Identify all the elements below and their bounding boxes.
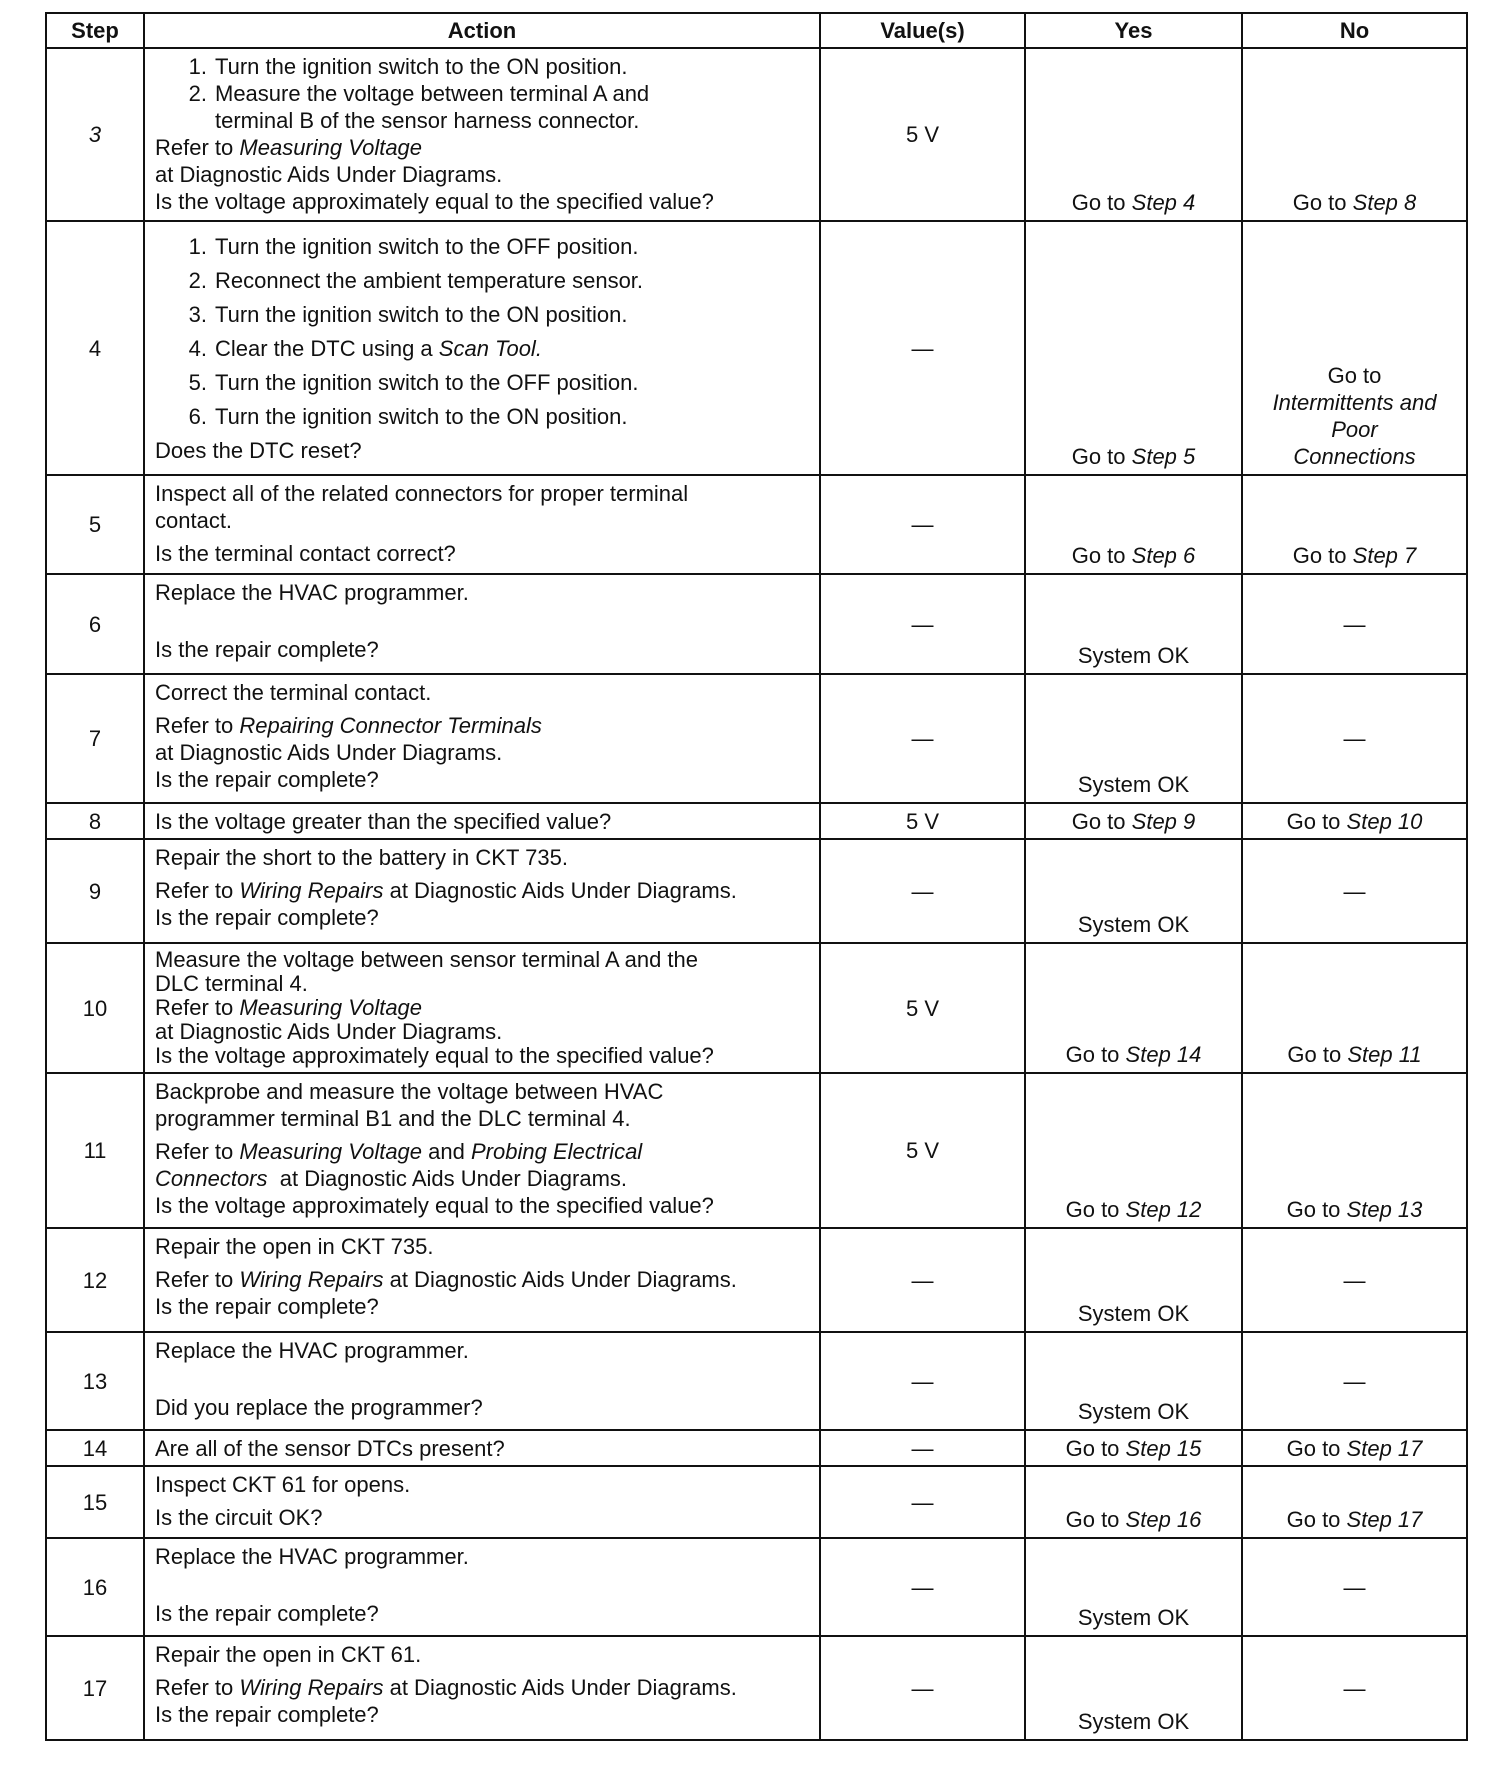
refer-prefix: Refer to <box>155 713 234 738</box>
yes-cell: System OK <box>1025 839 1242 943</box>
refer-and: and <box>428 1139 465 1164</box>
action-text: Repair the short to the battery in CKT 735. <box>155 845 568 870</box>
yes-cell <box>1025 1073 1242 1228</box>
action-text: programmer terminal B1 and the DLC terminal 4. <box>155 1106 631 1131</box>
action-text: Repair the open in CKT 61. <box>155 1642 422 1667</box>
step-number: 17 <box>46 1636 144 1740</box>
yes-cell: System OK <box>1025 674 1242 803</box>
go-to-label: Go to <box>1071 543 1126 568</box>
refer-link: Probing Electrical <box>471 1139 643 1164</box>
action-cell <box>144 475 820 574</box>
action-item-italic: Scan Tool. <box>438 336 542 361</box>
refer-prefix: Refer to <box>155 995 234 1020</box>
diagnostic-table <box>45 12 1468 1741</box>
go-to-label: Go to <box>1065 1435 1120 1461</box>
yes-cell <box>1025 48 1242 221</box>
table-row <box>46 1332 1467 1430</box>
yes-cell <box>1025 221 1242 475</box>
yes-cell: System OK <box>1025 1228 1242 1332</box>
yes-cell <box>1025 475 1242 574</box>
header-action: Action <box>144 13 820 48</box>
action-text: Inspect CKT 61 for opens. <box>155 1472 411 1497</box>
go-to-label: Go to <box>1286 1507 1341 1532</box>
action-item: Turn the ignition switch to the ON position. <box>215 404 628 429</box>
step-number: 4 <box>46 221 144 475</box>
refer-suffix: at Diagnostic Aids Under Diagrams. <box>389 878 737 903</box>
yes-step: Step 4 <box>1131 190 1196 215</box>
header-step: Step <box>46 13 144 48</box>
no-line: Connections <box>1293 444 1416 469</box>
step-number: 8 <box>46 803 144 839</box>
action-text: Correct the terminal contact. <box>155 680 432 705</box>
action-item: Reconnect the ambient temperature sensor. <box>215 268 644 293</box>
action-cell <box>144 1430 820 1466</box>
table-row <box>46 803 1467 839</box>
action-text: Replace the HVAC programmer. <box>155 1544 469 1569</box>
yes-cell: System OK <box>1025 1332 1242 1430</box>
action-text: DLC terminal 4. <box>155 971 308 996</box>
step-number: 11 <box>46 1073 144 1228</box>
no-cell <box>1242 1466 1467 1538</box>
step-number: 13 <box>46 1332 144 1430</box>
table-row <box>46 1636 1467 1740</box>
step-number: 12 <box>46 1228 144 1332</box>
no-step: Step 10 <box>1346 808 1423 834</box>
table-row <box>46 1228 1467 1332</box>
action-item: Turn the ignition switch to the ON position. <box>215 302 628 327</box>
table-row <box>46 839 1467 943</box>
table-row <box>46 574 1467 674</box>
table-row <box>46 1430 1467 1466</box>
go-to-label: Go to <box>1065 1197 1120 1222</box>
no-step: Step 13 <box>1346 1197 1423 1222</box>
refer-link: Measuring Voltage <box>239 135 423 160</box>
refer-prefix: Refer to <box>155 1267 234 1292</box>
action-text: contact. <box>155 508 233 533</box>
yes-cell: System OK <box>1025 574 1242 674</box>
go-to-label: Go to <box>1286 1435 1341 1461</box>
no-cell: — <box>1242 839 1467 943</box>
table-row <box>46 1073 1467 1228</box>
no-step: Step 17 <box>1346 1507 1423 1532</box>
question: Is the repair complete? <box>155 1294 379 1319</box>
refer-suffix: at Diagnostic Aids Under Diagrams. <box>389 1675 737 1700</box>
action-cell <box>144 1228 820 1332</box>
refer-suffix: at Diagnostic Aids Under Diagrams. <box>155 740 503 765</box>
step-number: 3 <box>46 48 144 221</box>
action-cell <box>144 1636 820 1740</box>
no-step: Step 17 <box>1346 1435 1423 1461</box>
no-cell <box>1242 1073 1467 1228</box>
action-text: Repair the open in CKT 735. <box>155 1234 434 1259</box>
no-cell: — <box>1242 674 1467 803</box>
no-step: Step 11 <box>1347 1042 1422 1067</box>
yes-step: Step 9 <box>1131 808 1196 834</box>
table-row <box>46 475 1467 574</box>
step-number: 16 <box>46 1538 144 1636</box>
step-number: 9 <box>46 839 144 943</box>
step-number: 14 <box>46 1430 144 1466</box>
value-cell: 5 V <box>820 943 1025 1073</box>
question: Is the voltage approximately equal to the specified value? <box>155 1193 714 1218</box>
question: Does the DTC reset? <box>155 438 362 463</box>
table-row <box>46 1538 1467 1636</box>
action-item: Clear the DTC using a <box>215 336 433 361</box>
refer-suffix: at Diagnostic Aids Under Diagrams. <box>389 1267 737 1292</box>
no-cell: — <box>1242 574 1467 674</box>
yes-cell: System OK <box>1025 1538 1242 1636</box>
header-yes: Yes <box>1025 13 1242 48</box>
action-cell <box>144 674 820 803</box>
question: Is the repair complete? <box>155 1601 379 1626</box>
no-cell <box>1242 803 1467 839</box>
question: Is the repair complete? <box>155 767 379 792</box>
action-cell <box>144 1073 820 1228</box>
action-cell <box>144 839 820 943</box>
value-cell: — <box>820 1430 1025 1466</box>
table-row <box>46 943 1467 1073</box>
question: Is the terminal contact correct? <box>155 541 456 566</box>
yes-step: Step 15 <box>1125 1435 1202 1461</box>
go-to-label: Go to <box>1292 543 1347 568</box>
refer-prefix: Refer to <box>155 878 234 903</box>
step-number: 15 <box>46 1466 144 1538</box>
question: Is the voltage approximately equal to the specified value? <box>155 1043 714 1068</box>
question: Is the circuit OK? <box>155 1505 323 1530</box>
value-cell: 5 V <box>820 1073 1025 1228</box>
action-cell: 1. Turn the ignition switch to the OFF position. 2. Reconnect the ambient temperature sensor. 3. Turn the ignition switch to the ON position. 4. Clear the DTC using a Scan Tool. 5. Turn the ignition switch to the OFF position. 6. Turn the ignition switch to the ON position. Does the DTC reset? <box>144 221 820 475</box>
question: Are all of the sensor DTCs present? <box>155 1435 505 1461</box>
yes-step: Step 12 <box>1125 1197 1202 1222</box>
value-cell: — <box>820 1466 1025 1538</box>
yes-cell: System OK <box>1025 1636 1242 1740</box>
value-cell: — <box>820 1228 1025 1332</box>
refer-prefix: Refer to <box>155 1675 234 1700</box>
go-to-label: Go to <box>1065 1507 1120 1532</box>
no-cell <box>1242 1430 1467 1466</box>
refer-suffix: at Diagnostic Aids Under Diagrams. <box>155 162 503 187</box>
question: Is the repair complete? <box>155 637 379 662</box>
header-no: No <box>1242 13 1467 48</box>
table-row <box>46 1466 1467 1538</box>
value-cell: — <box>820 1636 1025 1740</box>
yes-cell <box>1025 803 1242 839</box>
yes-cell <box>1025 943 1242 1073</box>
refer-link: Measuring Voltage <box>239 1139 423 1164</box>
no-line: Poor <box>1331 417 1378 442</box>
no-step: Step 7 <box>1352 543 1417 568</box>
yes-step: Step 14 <box>1125 1042 1202 1067</box>
value-cell: — <box>820 1538 1025 1636</box>
action-cell <box>144 803 820 839</box>
yes-step: Step 5 <box>1131 444 1196 469</box>
question: Is the repair complete? <box>155 905 379 930</box>
refer-link: Connectors <box>155 1166 268 1191</box>
no-cell <box>1242 943 1467 1073</box>
action-cell <box>144 1538 820 1636</box>
refer-prefix: Refer to <box>155 1139 234 1164</box>
no-line: Intermittents and <box>1272 390 1437 415</box>
header-row <box>46 13 1467 48</box>
no-cell <box>1242 48 1467 221</box>
no-line: Go to <box>1327 363 1382 388</box>
yes-step: Step 6 <box>1131 543 1196 568</box>
refer-link: Wiring Repairs <box>239 1267 384 1292</box>
refer-suffix: at Diagnostic Aids Under Diagrams. <box>279 1166 628 1191</box>
question: Is the repair complete? <box>155 1702 379 1727</box>
question: Is the voltage approximately equal to the specified value? <box>155 189 714 214</box>
header-values: Value(s) <box>820 13 1025 48</box>
action-cell <box>144 574 820 674</box>
value-cell: 5 V <box>820 48 1025 221</box>
step-number: 6 <box>46 574 144 674</box>
refer-prefix: Refer to <box>155 135 234 160</box>
refer-link: Measuring Voltage <box>239 995 423 1020</box>
refer-link: Repairing Connector Terminals <box>239 713 542 738</box>
table-row <box>46 674 1467 803</box>
table-row <box>46 48 1467 221</box>
action-item: Turn the ignition switch to the ON position. <box>215 54 628 79</box>
step-number: 7 <box>46 674 144 803</box>
no-step: Step 8 <box>1352 190 1417 215</box>
go-to-label: Go to <box>1071 444 1126 469</box>
go-to-label: Go to <box>1286 1197 1341 1222</box>
go-to-label: Go to <box>1286 808 1341 834</box>
action-text: Replace the HVAC programmer. <box>155 580 469 605</box>
value-cell: — <box>820 475 1025 574</box>
go-to-label: Go to <box>1065 1042 1120 1067</box>
go-to-label: Go to <box>1071 190 1126 215</box>
action-item: Turn the ignition switch to the OFF position. <box>215 370 639 395</box>
action-text: Backprobe and measure the voltage between HVAC <box>155 1079 664 1104</box>
yes-cell <box>1025 1430 1242 1466</box>
action-item: Turn the ignition switch to the OFF position. <box>215 234 639 259</box>
action-text: Replace the HVAC programmer. <box>155 1338 469 1363</box>
no-cell: — <box>1242 1228 1467 1332</box>
action-cell <box>144 1466 820 1538</box>
yes-step: Step 16 <box>1125 1507 1202 1532</box>
no-cell: — <box>1242 1332 1467 1430</box>
step-number: 10 <box>46 943 144 1073</box>
value-cell: 5 V <box>820 803 1025 839</box>
refer-link: Wiring Repairs <box>239 1675 384 1700</box>
no-cell <box>1242 475 1467 574</box>
value-cell: — <box>820 221 1025 475</box>
value-cell: — <box>820 1332 1025 1430</box>
question: Did you replace the programmer? <box>155 1395 483 1420</box>
go-to-label: Go to <box>1292 190 1347 215</box>
value-cell: — <box>820 839 1025 943</box>
no-cell: — <box>1242 1636 1467 1740</box>
action-item: Measure the voltage between terminal A and <box>215 81 650 106</box>
value-cell: — <box>820 674 1025 803</box>
value-cell: — <box>820 574 1025 674</box>
question: Is the voltage greater than the specified value? <box>155 808 612 834</box>
action-text: Measure the voltage between sensor terminal A and the <box>155 947 699 972</box>
action-cell: 1. Turn the ignition switch to the ON position. 2. Measure the voltage between terminal A and terminal B of the sensor harness connector. Refer to Measuring Voltage at Diagnostic Aids Under Diagrams. Is the voltage approximately equal to the specified value? <box>144 48 820 221</box>
action-item: terminal B of the sensor harness connector. <box>215 108 640 133</box>
step-number: 5 <box>46 475 144 574</box>
no-cell: — <box>1242 1538 1467 1636</box>
action-cell <box>144 1332 820 1430</box>
action-text: Inspect all of the related connectors for proper terminal <box>155 481 689 506</box>
refer-link: Wiring Repairs <box>239 878 384 903</box>
refer-suffix: at Diagnostic Aids Under Diagrams. <box>155 1019 503 1044</box>
no-cell <box>1242 221 1467 475</box>
table-row <box>46 221 1467 475</box>
go-to-label: Go to <box>1071 808 1126 834</box>
go-to-label: Go to <box>1287 1042 1342 1067</box>
yes-cell <box>1025 1466 1242 1538</box>
action-cell <box>144 943 820 1073</box>
